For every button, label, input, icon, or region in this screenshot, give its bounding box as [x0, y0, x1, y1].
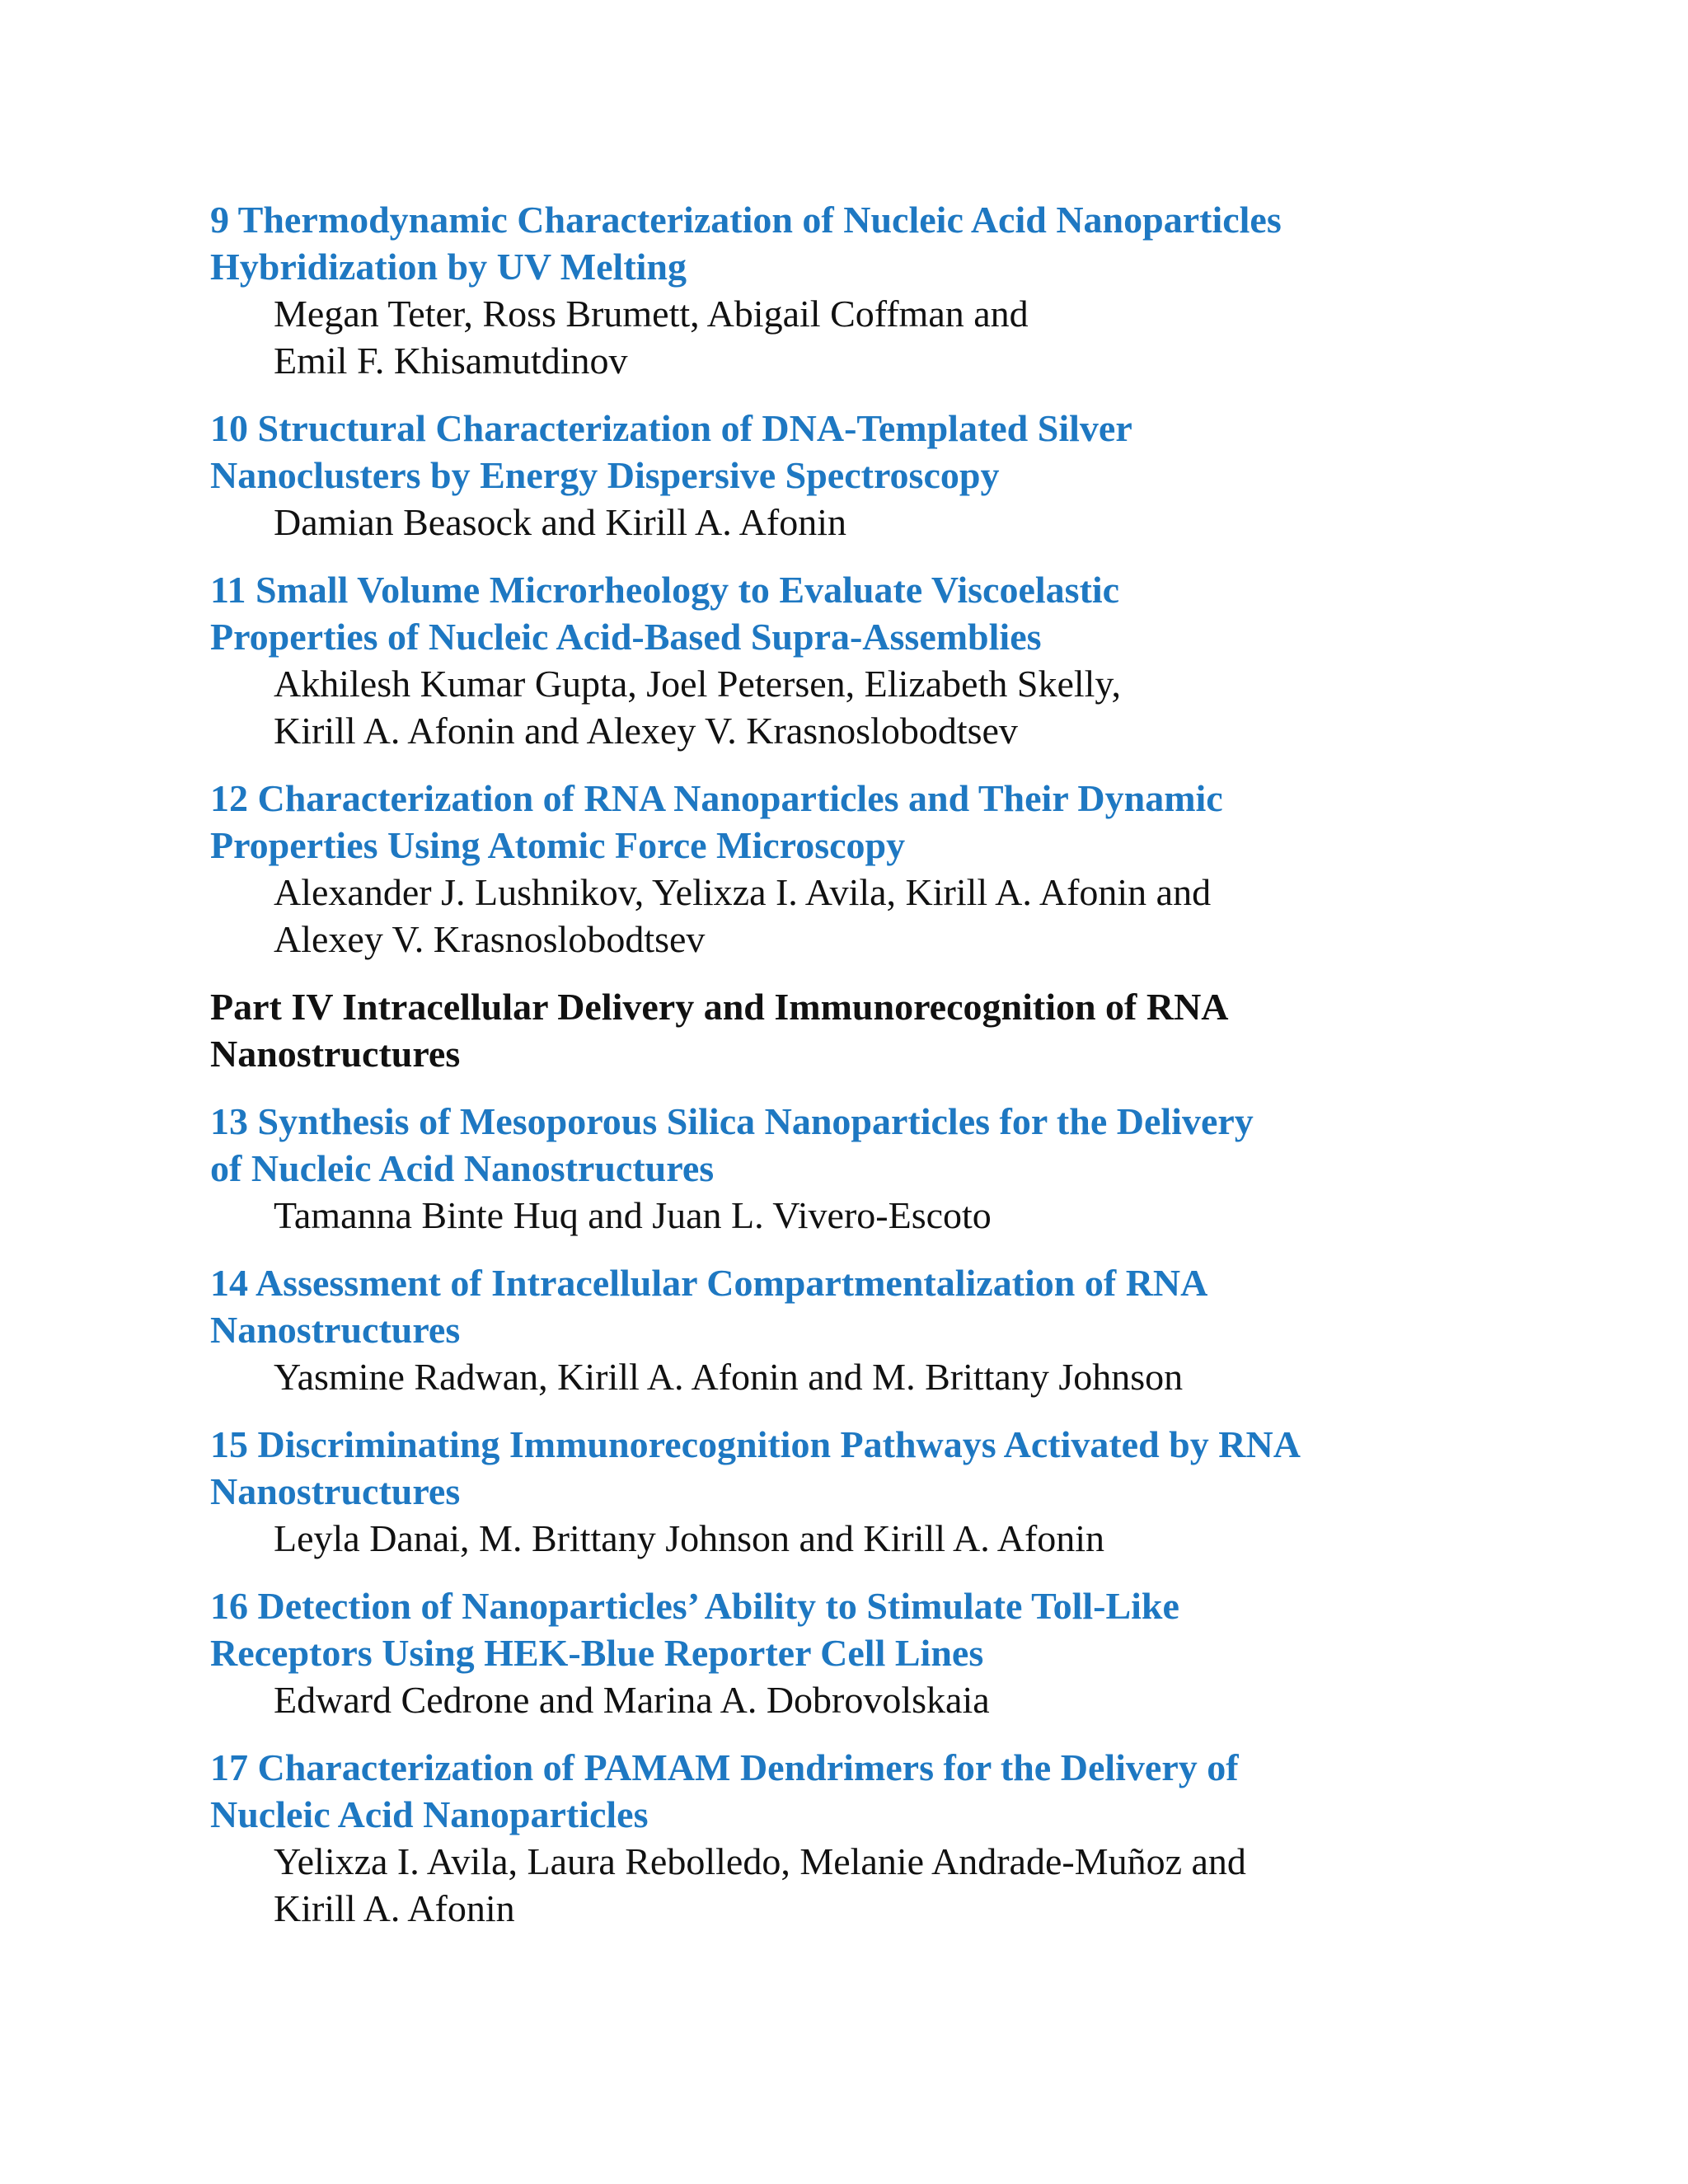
- chapter-title-link[interactable]: [210, 1098, 1545, 1192]
- chapter-authors: [210, 1676, 1545, 1723]
- toc-list: [210, 196, 1545, 1932]
- title-line: Part IV Intracellular Delivery and Immunorecognition of RNA: [210, 986, 1229, 1028]
- title-line: 12 Characterization of RNA Nanoparticles and Their Dynamic: [210, 777, 1223, 819]
- title-line: 14 Assessment of Intracellular Compartmentalization of RNA: [210, 1262, 1208, 1304]
- toc-chapter-entry: [210, 1421, 1545, 1562]
- toc-chapter-entry: [210, 1744, 1545, 1932]
- chapter-authors: [210, 660, 1545, 754]
- author-line: Yasmine Radwan, Kirill A. Afonin and M. Brittany Johnson: [274, 1356, 1184, 1398]
- author-line: Akhilesh Kumar Gupta, Joel Petersen, Elizabeth Skelly,: [274, 663, 1121, 705]
- chapter-authors: [210, 290, 1545, 384]
- title-line: 17 Characterization of PAMAM Dendrimers for the Delivery of: [210, 1746, 1239, 1788]
- chapter-authors: [210, 869, 1545, 963]
- title-line: Nanostructures: [210, 1309, 461, 1351]
- chapter-title-link[interactable]: [210, 1582, 1545, 1676]
- title-line: 9 Thermodynamic Characterization of Nucleic Acid Nanoparticles: [210, 199, 1282, 241]
- chapter-title-link[interactable]: [210, 1259, 1545, 1353]
- title-line: Receptors Using HEK-Blue Reporter Cell Lines: [210, 1632, 984, 1674]
- author-line: Leyla Danai, M. Brittany Johnson and Kirill A. Afonin: [274, 1517, 1105, 1559]
- author-line: Tamanna Binte Huq and Juan L. Vivero-Escoto: [274, 1194, 992, 1236]
- toc-part-entry: [210, 983, 1545, 1077]
- chapter-title-link[interactable]: [210, 405, 1545, 499]
- chapter-authors: [210, 1192, 1545, 1239]
- author-line: Kirill A. Afonin and Alexey V. Krasnoslobodtsev: [274, 710, 1018, 752]
- chapter-authors: [210, 1353, 1545, 1400]
- title-line: of Nucleic Acid Nanostructures: [210, 1147, 715, 1189]
- author-line: Megan Teter, Ross Brumett, Abigail Coffman and: [274, 293, 1029, 335]
- toc-chapter-entry: [210, 1582, 1545, 1723]
- chapter-title-link[interactable]: [210, 196, 1545, 290]
- title-line: 10 Structural Characterization of DNA-Templated Silver: [210, 407, 1132, 449]
- title-line: Properties of Nucleic Acid-Based Supra-Assemblies: [210, 616, 1042, 658]
- toc-chapter-entry: [210, 775, 1545, 963]
- author-line: Alexander J. Lushnikov, Yelixza I. Avila, Kirill A. Afonin and: [274, 871, 1212, 913]
- toc-chapter-entry: [210, 1098, 1545, 1239]
- title-line: 16 Detection of Nanoparticles’ Ability to Stimulate Toll-Like: [210, 1585, 1179, 1627]
- chapter-title-link[interactable]: [210, 775, 1545, 869]
- title-line: 13 Synthesis of Mesoporous Silica Nanoparticles for the Delivery: [210, 1100, 1254, 1142]
- author-line: Alexey V. Krasnoslobodtsev: [274, 918, 706, 960]
- toc-chapter-entry: [210, 405, 1545, 546]
- title-line: 15 Discriminating Immunorecognition Pathways Activated by RNA: [210, 1423, 1301, 1465]
- chapter-title-link[interactable]: [210, 1744, 1545, 1838]
- author-line: Damian Beasock and Kirill A. Afonin: [274, 501, 846, 543]
- chapter-authors: [210, 1515, 1545, 1562]
- title-line: Properties Using Atomic Force Microscopy: [210, 824, 906, 866]
- toc-chapter-entry: [210, 566, 1545, 754]
- chapter-authors: [210, 499, 1545, 546]
- title-line: 11 Small Volume Microrheology to Evaluate Viscoelastic: [210, 569, 1120, 611]
- part-heading: [210, 983, 1545, 1077]
- author-line: Edward Cedrone and Marina A. Dobrovolskaia: [274, 1679, 990, 1721]
- title-line: Nanostructures: [210, 1033, 461, 1075]
- chapter-title-link[interactable]: [210, 566, 1545, 660]
- title-line: Nanoclusters by Energy Dispersive Spectroscopy: [210, 454, 1000, 496]
- author-line: Kirill A. Afonin: [274, 1887, 515, 1929]
- title-line: Nanostructures: [210, 1470, 461, 1512]
- toc-chapter-entry: [210, 196, 1545, 384]
- chapter-authors: [210, 1838, 1545, 1932]
- title-line: Hybridization by UV Melting: [210, 246, 687, 288]
- table-of-contents: [210, 196, 1545, 1952]
- toc-chapter-entry: [210, 1259, 1545, 1400]
- title-line: Nucleic Acid Nanoparticles: [210, 1793, 649, 1835]
- chapter-title-link[interactable]: [210, 1421, 1545, 1515]
- author-line: Yelixza I. Avila, Laura Rebolledo, Melanie Andrade-Muñoz and: [274, 1840, 1246, 1882]
- author-line: Emil F. Khisamutdinov: [274, 340, 628, 382]
